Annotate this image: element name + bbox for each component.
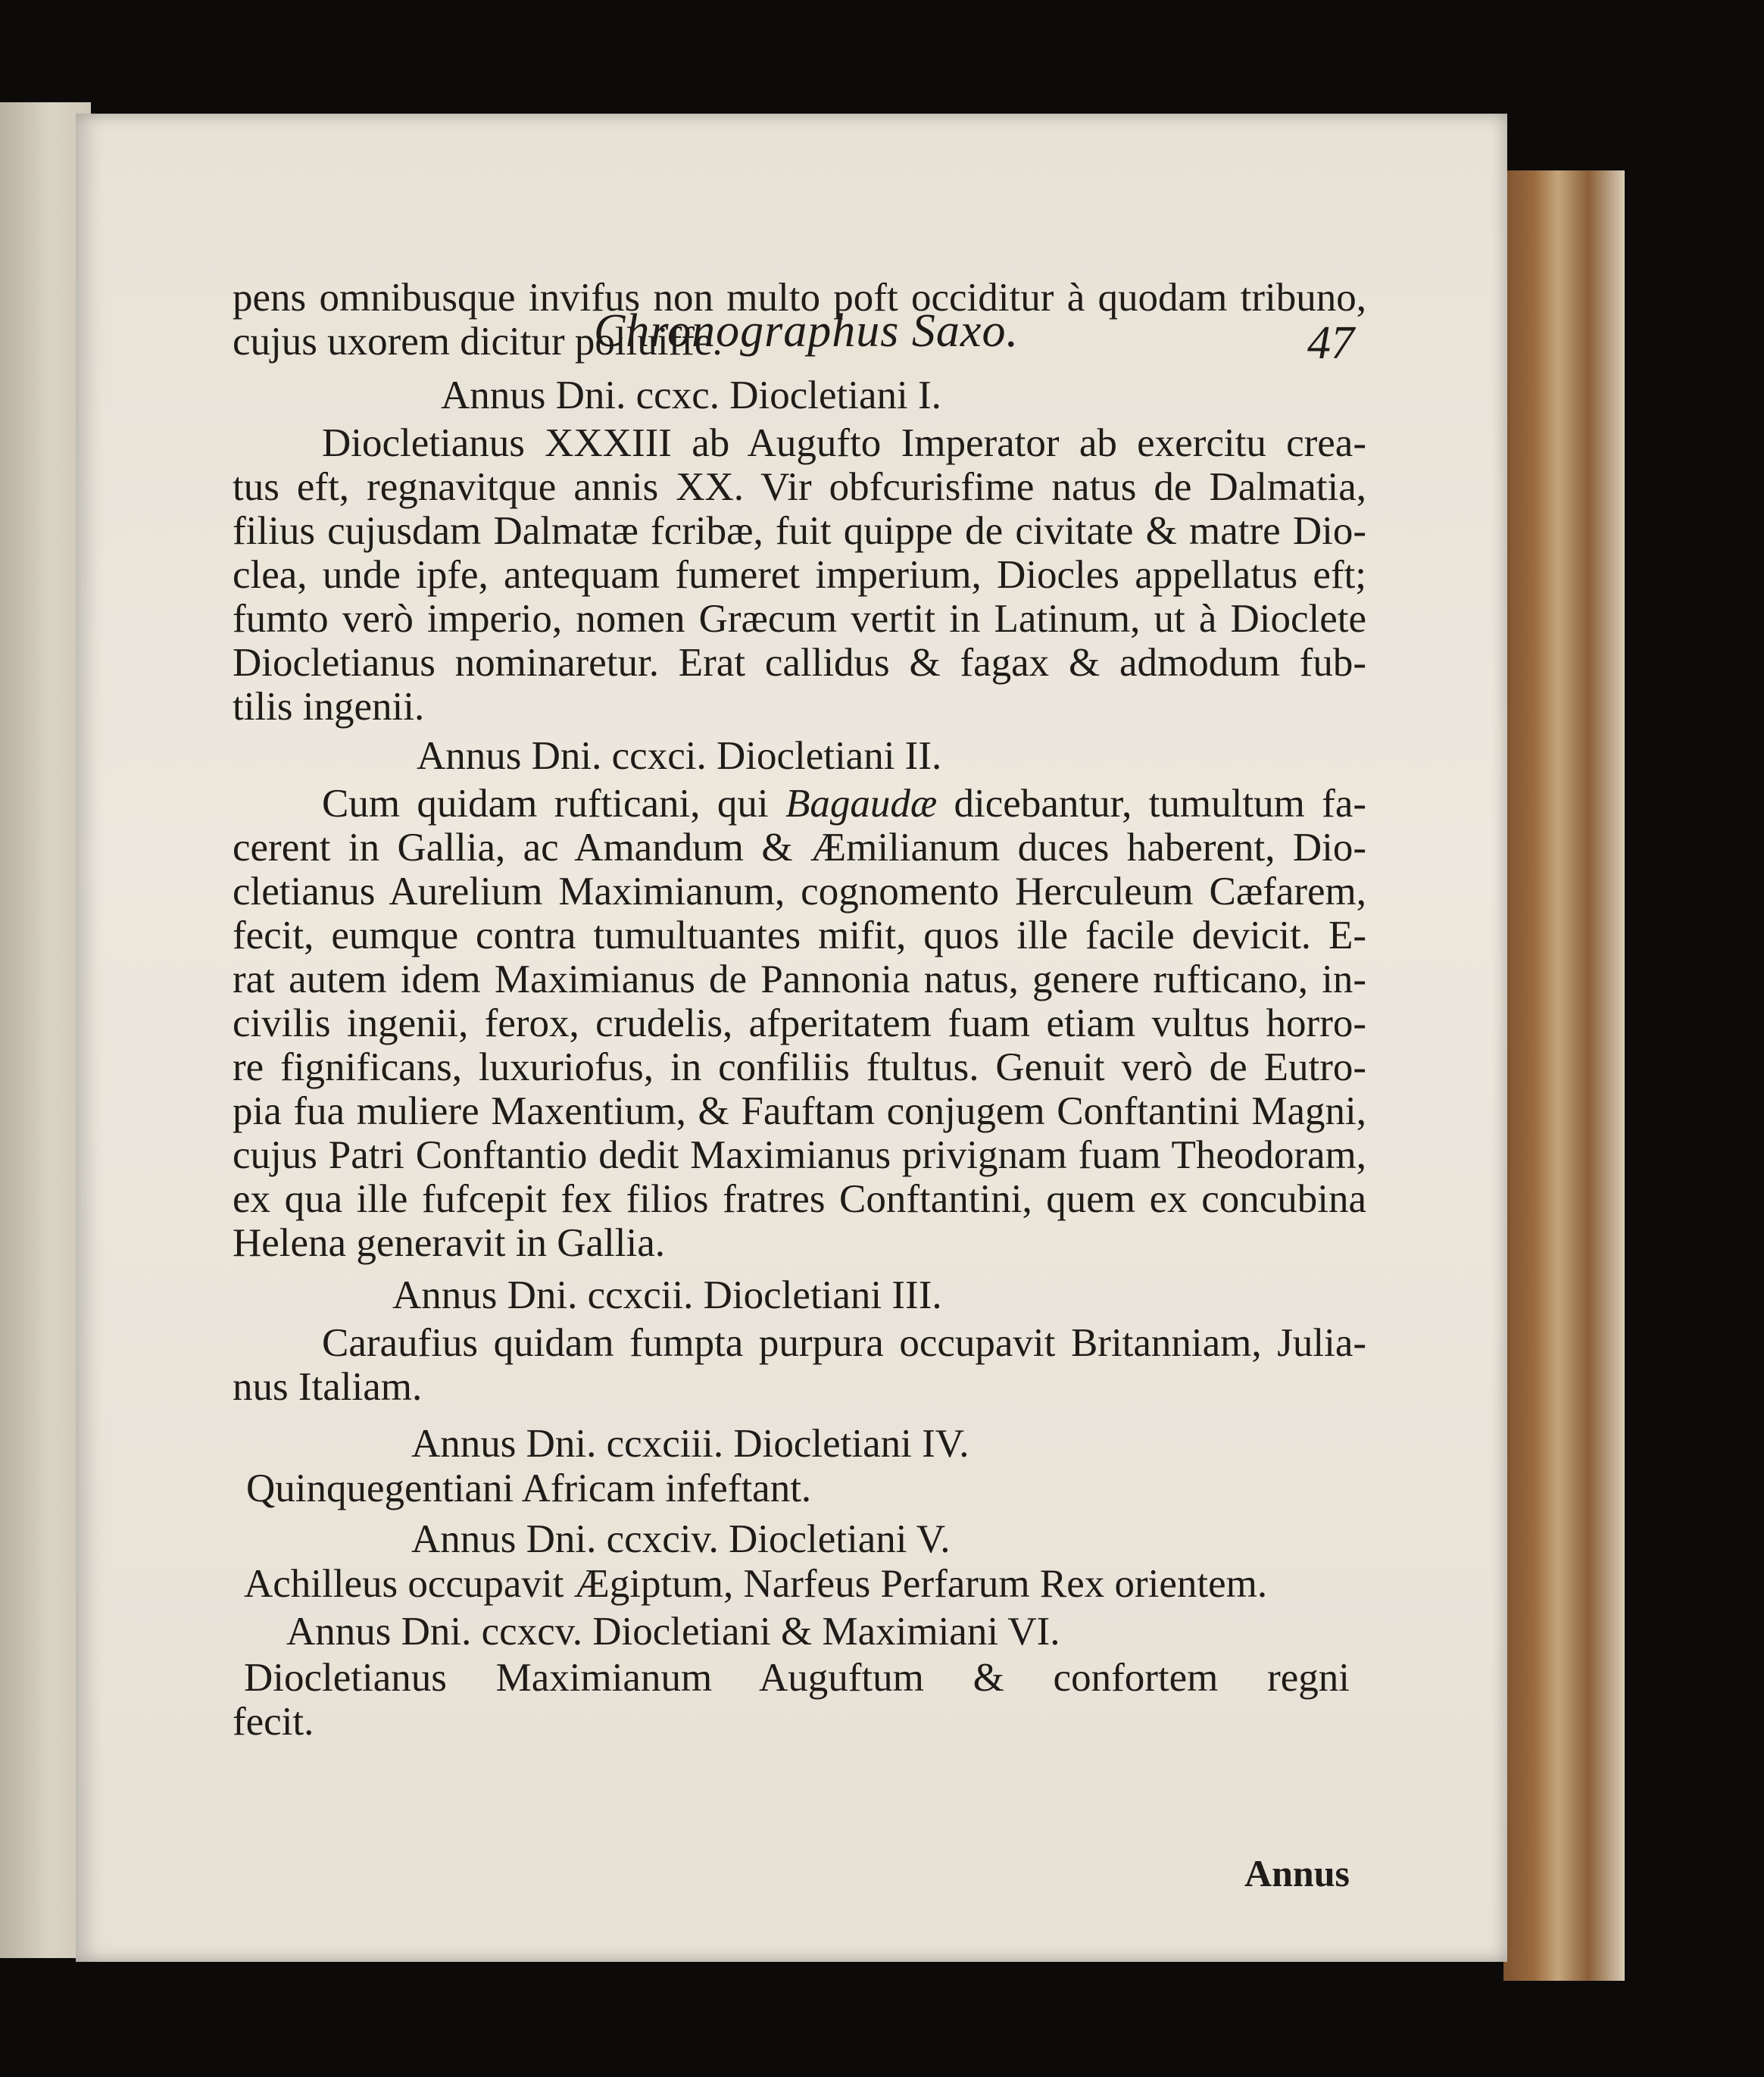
text-line: cletianus Aurelium Maximianum, cognomento Herculeum Cæfarem,: [233, 870, 1366, 914]
text-line: clea, unde ipfe, antequam fumeret imperium, Diocles appellatus eft;: [233, 553, 1366, 597]
text-line: fecit, eumque contra tumultuantes mifit, quos ille facile devicit. E-: [233, 914, 1366, 957]
text-line: ex qua ille fufcepit fex filios fratres Conftantini, quem ex concubina: [233, 1177, 1366, 1221]
text-line: nus Italiam.: [233, 1365, 423, 1409]
text-line: fecit.: [233, 1700, 314, 1744]
text-line: Caraufius quidam fumpta purpura occupavit Britanniam, Julia-: [322, 1321, 1366, 1365]
text-line: fumto verò imperio, nomen Græcum vertit in Latinum, ut à Dioclete: [233, 597, 1366, 641]
year-heading: Annus Dni. ccxci. Diocletiani II.: [417, 734, 942, 778]
text-line: tilis ingenii.: [233, 685, 425, 729]
text-line: pens omnibusque invifus non multo poft occiditur à quodam tribuno,: [233, 276, 1366, 320]
text-line: Quinquegentiani Africam infeftant.: [246, 1466, 812, 1510]
year-heading: Annus Dni. ccxc. Diocletiani I.: [441, 373, 941, 417]
year-heading: Annus Dni. ccxciv. Diocletiani V.: [411, 1517, 951, 1561]
text-line: Diocletianus XXXIII ab Augufto Imperator ab exercitu crea-: [322, 421, 1366, 465]
page-number: 47: [1307, 317, 1354, 369]
book-fore-edge: [1503, 170, 1625, 1981]
text-line: cerent in Gallia, ac Amandum & Æmilianum duces haberent, Dio-: [233, 826, 1366, 870]
text-line: pia fua muliere Maxentium, & Fauftam conjugem Conftantini Magni,: [233, 1089, 1366, 1133]
text-line: Diocletianus nominaretur. Erat callidus & fagax & admodum fub-: [233, 641, 1366, 685]
text-line: [322, 782, 1366, 826]
text-line-content: Cum quidam rufticani, qui Bagaudæ dicebantur, tumultum fa-: [322, 782, 1367, 826]
text-line: Achilleus occupavit Ægiptum, Narfeus Perfarum Rex orientem.: [244, 1562, 1268, 1606]
catchword: Annus: [1244, 1852, 1350, 1894]
year-heading: Annus Dni. ccxcii. Diocletiani III.: [392, 1273, 942, 1317]
text-line: Helena generavit in Gallia.: [233, 1221, 665, 1265]
year-heading: Annus Dni. ccxcv. Diocletiani & Maximiani VI.: [286, 1610, 1060, 1654]
text-line: civilis ingenii, ferox, crudelis, afperitatem fuam etiam vultus horro-: [233, 1001, 1366, 1045]
italic-term: Bagaudæ: [785, 782, 938, 826]
text-line: filius cujusdam Dalmatæ fcribæ, fuit quippe de civitate & matre Dio-: [233, 509, 1366, 553]
running-title: Chronographus Saxo.: [594, 305, 1019, 357]
text-line: re fignificans, luxuriofus, in confiliis ftultus. Genuit verò de Eutro-: [233, 1045, 1366, 1089]
text-line: cujus Patri Conftantio dedit Maximianus privignam fuam Theodoram,: [233, 1133, 1366, 1177]
book-page: [76, 114, 1507, 1962]
text-line: cujus uxorem dicitur polluiffe.: [233, 320, 723, 364]
text-line: tus eft, regnavitque annis XX. Vir obfcurisfime natus de Dalmatia,: [233, 465, 1366, 509]
text-line: Diocletianus Maximianum Auguftum & confortem regni: [244, 1656, 1350, 1700]
text-line: rat autem idem Maximianus de Pannonia natus, genere rufticano, in-: [233, 957, 1366, 1001]
year-heading: Annus Dni. ccxciii. Diocletiani IV.: [411, 1422, 969, 1466]
